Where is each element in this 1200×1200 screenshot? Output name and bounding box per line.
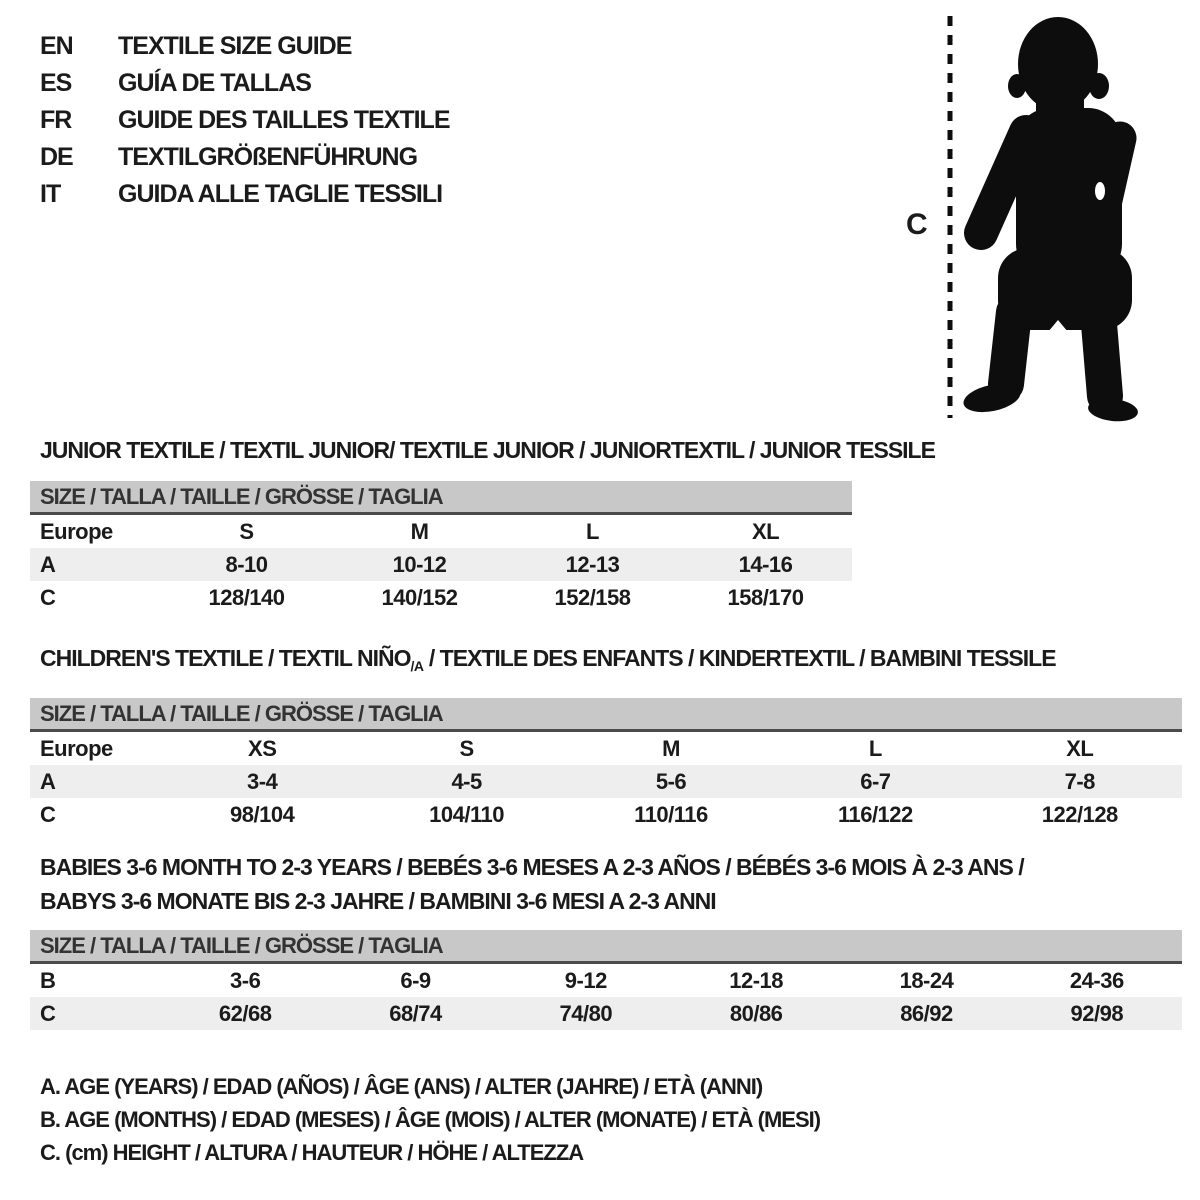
language-row bbox=[40, 139, 450, 176]
size-table-children bbox=[30, 732, 1182, 831]
language-row bbox=[40, 28, 450, 65]
section-title bbox=[30, 646, 1182, 678]
hand-gap-notch bbox=[1095, 182, 1105, 200]
row-label-cell: C bbox=[40, 801, 56, 827]
language-title-list bbox=[40, 28, 450, 213]
value-cell: 10-12 bbox=[392, 551, 447, 577]
value-cell: 18-24 bbox=[899, 967, 954, 993]
value-cell: 122/128 bbox=[1041, 801, 1118, 827]
value-cell: 7-8 bbox=[1064, 768, 1095, 794]
row-label-cell: B bbox=[40, 967, 56, 993]
value-cell: 24-36 bbox=[1069, 967, 1124, 993]
value-cell: 12-18 bbox=[729, 967, 784, 993]
value-cell: 9-12 bbox=[564, 967, 607, 993]
value-cell: 80/86 bbox=[729, 1000, 783, 1026]
value-cell: 5-6 bbox=[655, 768, 687, 794]
value-cell: 6-7 bbox=[860, 768, 891, 794]
value-cell: 68/74 bbox=[389, 1000, 442, 1026]
value-cell: 8-10 bbox=[225, 551, 268, 577]
section-children-textile bbox=[30, 646, 1182, 831]
table-row bbox=[30, 997, 1182, 1030]
value-cell: 3-4 bbox=[247, 768, 278, 794]
value-cell: XS bbox=[248, 735, 277, 761]
toddler-silhouette bbox=[880, 0, 1200, 440]
language-code: DE bbox=[40, 143, 73, 171]
section-title-line: JUNIOR TEXTILE / TEXTIL JUNIOR/ TEXTILE JUNIOR / JUNIORTEXTIL / JUNIOR TESSILE bbox=[40, 437, 935, 463]
language-row bbox=[40, 65, 450, 102]
value-cell: M bbox=[410, 518, 429, 544]
value-cell: 92/98 bbox=[1070, 1000, 1124, 1026]
language-guide-title: TEXTILE SIZE GUIDE bbox=[118, 32, 352, 60]
size-header-bar: SIZE / TALLA / TAILLE / GRÖSSE / TAGLIA bbox=[30, 930, 1182, 964]
row-label-cell: C bbox=[40, 1000, 56, 1026]
section-babies-textile bbox=[30, 850, 1182, 1030]
legend-line: C. (cm) HEIGHT / ALTURA / HAUTEUR / HÖHE / ALTEZZA bbox=[40, 1140, 584, 1165]
value-cell: 110/116 bbox=[634, 801, 708, 827]
legend-line: B. AGE (MONTHS) / EDAD (MESES) / ÂGE (MOIS) / ALTER (MONATE) / ETÀ (MESI) bbox=[40, 1107, 821, 1132]
section-title-line bbox=[30, 646, 1182, 678]
size-header-bar: SIZE / TALLA / TAILLE / GRÖSSE / TAGLIA bbox=[30, 481, 852, 515]
language-row bbox=[40, 176, 450, 213]
legend bbox=[40, 1070, 820, 1169]
section-title bbox=[30, 850, 1182, 918]
value-cell: 98/104 bbox=[230, 801, 295, 827]
value-cell: 86/92 bbox=[900, 1000, 953, 1026]
value-cell: 74/80 bbox=[559, 1000, 613, 1026]
title-text: CHILDREN'S TEXTILE / TEXTIL NIÑO bbox=[40, 645, 411, 671]
language-code: ES bbox=[40, 69, 72, 97]
value-cell: XL bbox=[1066, 735, 1094, 761]
height-measure-label: C bbox=[906, 208, 927, 241]
language-guide-title: TEXTILGRÖßENFÜHRUNG bbox=[118, 143, 418, 171]
section-title-line: BABIES 3-6 MONTH TO 2-3 YEARS / BEBÉS 3-6 MESES A 2-3 AÑOS / BÉBÉS 3-6 MOIS À 2-3 ANS / bbox=[40, 854, 1024, 880]
table-row bbox=[30, 515, 852, 548]
value-cell: 140/152 bbox=[381, 584, 458, 610]
size-table-junior bbox=[30, 515, 852, 614]
value-cell: L bbox=[868, 735, 882, 761]
value-cell: 12-13 bbox=[565, 551, 620, 577]
row-label-cell: C bbox=[40, 584, 56, 610]
value-cell: 3-6 bbox=[230, 967, 261, 993]
table-row bbox=[30, 964, 1182, 997]
value-cell: 116/122 bbox=[837, 801, 913, 827]
toddler-figure bbox=[880, 0, 1200, 440]
value-cell: S bbox=[459, 735, 474, 761]
value-cell: 6-9 bbox=[400, 967, 431, 993]
value-cell: M bbox=[662, 735, 680, 761]
value-cell: XL bbox=[751, 518, 780, 544]
language-code: FR bbox=[40, 106, 72, 134]
title-subscript: /A bbox=[410, 658, 424, 674]
table-row bbox=[30, 581, 852, 614]
language-code: IT bbox=[40, 180, 61, 208]
value-cell: 158/170 bbox=[727, 584, 804, 610]
section-junior-textile bbox=[30, 437, 935, 614]
language-row bbox=[40, 102, 450, 139]
row-label-cell: A bbox=[40, 551, 56, 577]
value-cell: 104/110 bbox=[429, 801, 504, 827]
section-title-line: BABYS 3-6 MONATE BIS 2-3 JAHRE / BAMBINI 3-6 MESI A 2-3 ANNI bbox=[40, 888, 716, 914]
language-guide-title: GUIDE DES TAILLES TEXTILE bbox=[118, 106, 450, 134]
title-text: / TEXTILE DES ENFANTS / KINDERTEXTIL / BAMBINI TESSILE bbox=[423, 645, 1056, 671]
value-cell: 14-16 bbox=[738, 551, 793, 577]
toddler-body bbox=[961, 17, 1139, 424]
row-label-cell: Europe bbox=[40, 518, 113, 544]
legend-line: A. AGE (YEARS) / EDAD (AÑOS) / ÂGE (ANS) / ALTER (JAHRE) / ETÀ (ANNI) bbox=[40, 1074, 763, 1099]
value-cell: 62/68 bbox=[218, 1000, 272, 1026]
row-label-cell: Europe bbox=[40, 735, 113, 761]
table-row bbox=[30, 798, 1182, 831]
value-cell: 4-5 bbox=[451, 768, 482, 794]
size-table-babies bbox=[30, 964, 1182, 1030]
row-label-cell: A bbox=[40, 768, 56, 794]
value-cell: 128/140 bbox=[208, 584, 285, 610]
value-cell: 152/158 bbox=[554, 584, 631, 610]
table-row bbox=[30, 548, 852, 581]
language-code: EN bbox=[40, 32, 73, 60]
table-row bbox=[30, 732, 1182, 765]
language-guide-title: GUÍA DE TALLAS bbox=[118, 69, 311, 97]
table-row bbox=[30, 765, 1182, 798]
value-cell: S bbox=[239, 518, 254, 544]
section-title bbox=[30, 437, 935, 463]
value-cell: L bbox=[586, 518, 599, 544]
language-guide-title: GUIDA ALLE TAGLIE TESSILI bbox=[118, 180, 443, 208]
size-header-bar: SIZE / TALLA / TAILLE / GRÖSSE / TAGLIA bbox=[30, 698, 1182, 732]
